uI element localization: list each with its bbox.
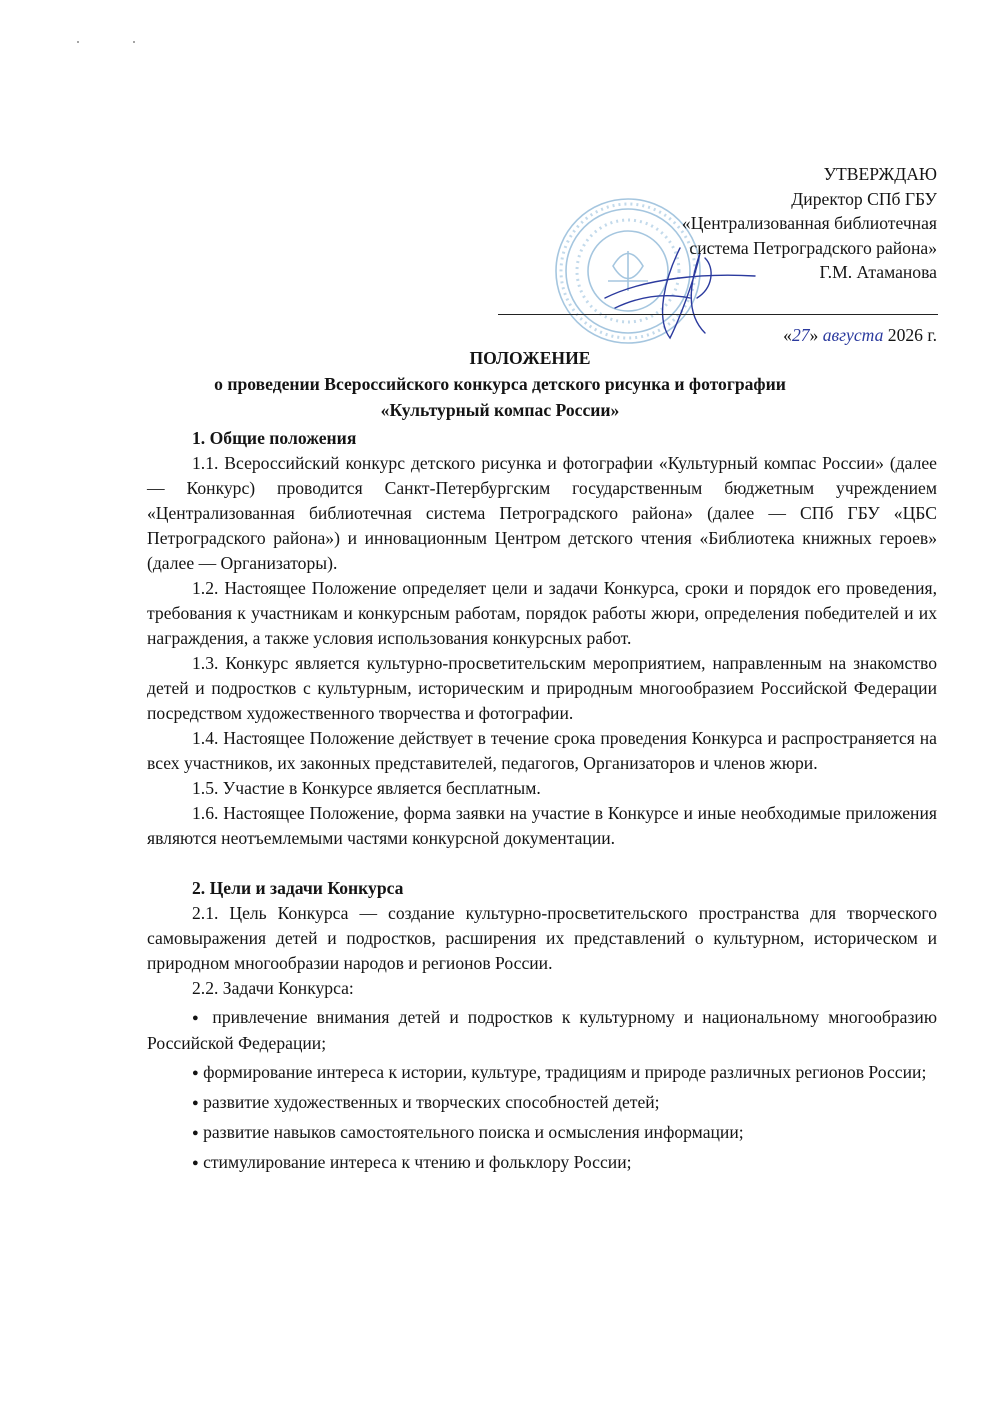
date-month: августа <box>822 325 884 345</box>
bullet-icon: ● <box>192 1067 199 1079</box>
list-item-text: стимулирование интереса к чтению и фольклору России; <box>203 1152 632 1172</box>
paragraph-1-1: 1.1. Всероссийский конкурс детского рисунка и фотографии «Культурный компас России» (далее — Конкурс) проводится Санкт-Петербургским государственным бюджетным учреждением «Централизованная библиотечная система Петроградского района» (далее — СПб ГБУ «ЦБС Петроградского района») и инновационным Центром детского чтения «Библиотека книжных героев» (далее — Организаторы). <box>147 453 937 573</box>
approval-block <box>682 162 937 285</box>
list-item-text: привлечение внимания детей и подростков к культурному и национальному многообразию Российской Федерации; <box>147 1007 937 1053</box>
list-item-text: развитие навыков самостоятельного поиска и осмысления информации; <box>203 1122 744 1142</box>
approval-org-line2: система Петроградского района» <box>689 237 937 258</box>
signature-line <box>498 314 938 315</box>
approval-org-line1: «Централизованная библиотечная <box>681 213 937 233</box>
paragraph-1-2: 1.2. Настоящее Положение определяет цели и задачи Конкурса, сроки и порядок его проведения, требования к участникам и конкурсным работам, порядок работы жюри, определения победителей и их награждения, а также условия использования конкурсных работ. <box>147 578 937 648</box>
section-gap <box>147 851 937 876</box>
date-year: 2026 г. <box>887 325 937 345</box>
approval-position: Директор СПб ГБУ <box>791 188 937 209</box>
document-title-block <box>0 345 1000 423</box>
scan-speck <box>133 41 135 43</box>
document-title: ПОЛОЖЕНИЕ <box>469 348 591 368</box>
tasks-list <box>147 1005 937 1176</box>
paragraph-1-4: 1.4. Настоящее Положение действует в течение срока проведения Конкурса и распространяется на всех участников, их законных представителей, педагогов, Организаторов и членов жюри. <box>147 728 937 773</box>
section-2-heading: 2. Цели и задачи Конкурса <box>192 878 404 898</box>
section-1-heading: 1. Общие положения <box>192 428 357 448</box>
approval-title: УТВЕРЖДАЮ <box>823 164 937 184</box>
paragraph-2-2: 2.2. Задачи Конкурса: <box>192 978 354 998</box>
paragraph-2-1: 2.1. Цель Конкурса — создание культурно-просветительского пространства для творческого самовыражения детей и подростков, расширения их представлений о культурном, историческом и природном многообразии народов и регионов России. <box>147 903 937 973</box>
list-item <box>147 1060 937 1086</box>
bullet-icon: ● <box>192 1157 199 1169</box>
official-stamp-icon <box>553 196 703 346</box>
date-open-quote: « <box>783 325 792 345</box>
date-day: 27 <box>791 325 810 345</box>
bullet-icon: ● <box>192 1012 204 1024</box>
list-item <box>147 1120 937 1146</box>
date-close-quote: » <box>809 325 819 345</box>
list-item <box>147 1005 937 1056</box>
document-subtitle-line2: «Культурный компас России» <box>380 400 620 420</box>
list-item-text: формирование интереса к истории, культуре, традициям и природе различных регионов России; <box>203 1062 927 1082</box>
paragraph-1-5: 1.5. Участие в Конкурсе является бесплатным. <box>192 778 541 798</box>
approval-name: Г.М. Атаманова <box>819 262 937 282</box>
list-item <box>147 1090 937 1116</box>
approval-date <box>783 323 937 347</box>
bullet-icon: ● <box>192 1127 199 1139</box>
list-item <box>147 1150 937 1176</box>
bullet-icon: ● <box>192 1097 199 1109</box>
paragraph-1-3: 1.3. Конкурс является культурно-просветительским мероприятием, направленным на знакомство детей и подростков с культурным, историческим и природным многообразием Российской Федерации посредством художественного творчества и фотографии. <box>147 653 937 723</box>
scan-speck <box>77 41 79 43</box>
paragraph-1-6: 1.6. Настоящее Положение, форма заявки на участие в Конкурсе и иные необходимые приложения являются неотъемлемыми частями конкурсной документации. <box>147 803 937 848</box>
document-body <box>147 426 937 1180</box>
document-subtitle-line1: о проведении Всероссийского конкурса детского рисунка и фотографии <box>214 374 786 394</box>
list-item-text: развитие художественных и творческих способностей детей; <box>203 1092 660 1112</box>
